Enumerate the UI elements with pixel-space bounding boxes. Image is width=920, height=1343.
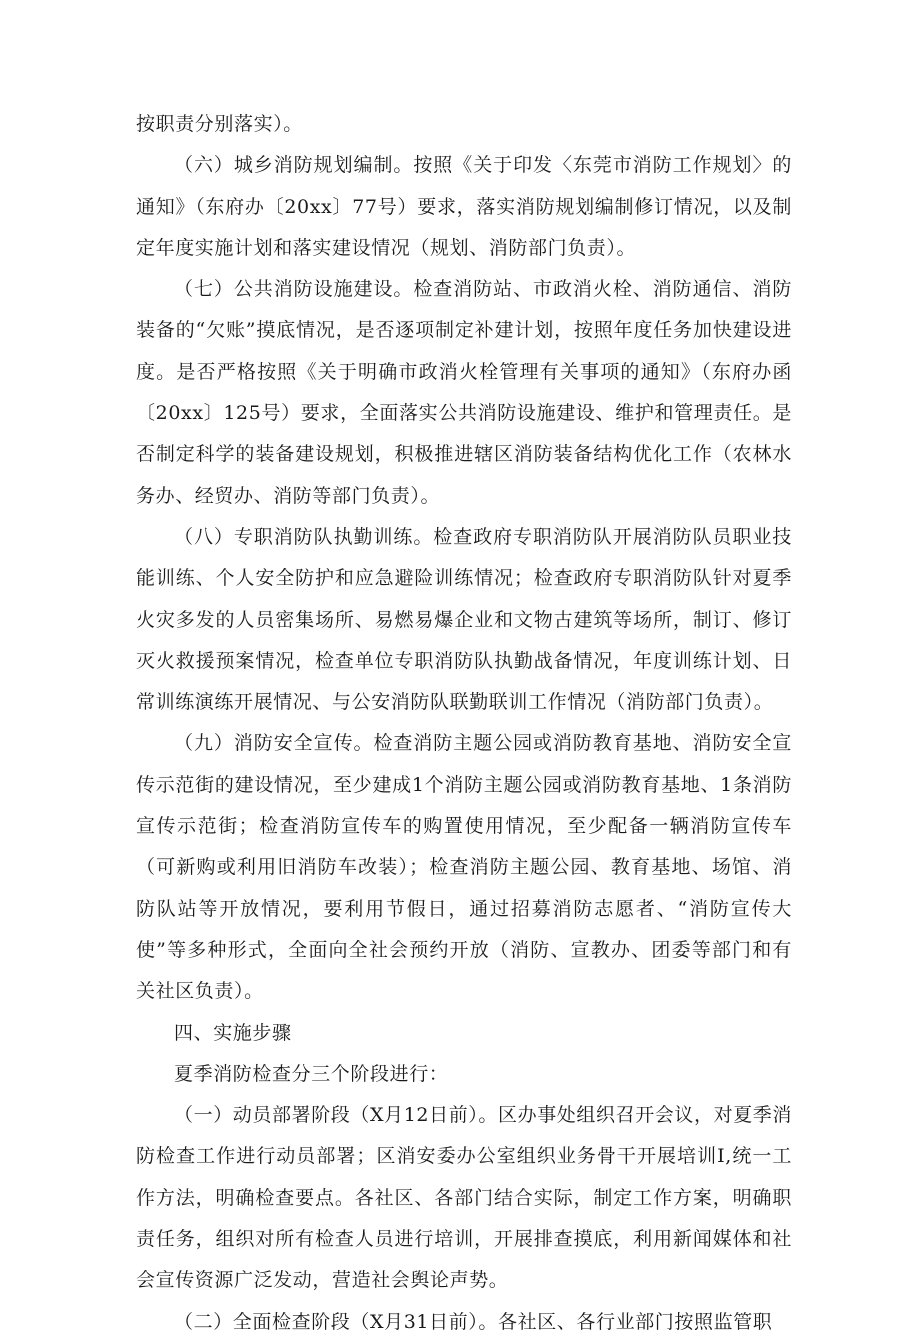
paragraph-public-fire-facilities: （七）公共消防设施建设。检查消防站、市政消火栓、消防通信、消防装备的“欠账”摸底情况，是否逐项制定补建计划，按照年度任务加快建设进度。是否严格按照《关于明确市政消火栓管理有关事项的通知》（东府办函〔20xx〕125号）要求，全面落实公共消防设施建设、维护和管理责任。是否制定科学的装备建设规划，积极推进辖区消防装备结构优化工作（农林水务办、经贸办、消防等部门负责）。 xyxy=(136,278,792,507)
paragraph-continuation: 按职责分别落实）。 xyxy=(136,113,303,135)
paragraph-urban-fire-planning: （六）城乡消防规划编制。按照《关于印发〈东莞市消防工作规划〉的通知》（东府办〔20xx〕77号）要求，落实消防规划编制修订情况，以及制定年度实施计划和落实建设情况（规划、消防部门负责）。 xyxy=(136,154,792,259)
paragraph-stage-mobilization: （一）动员部署阶段（X月12日前）。区办事处组织召开会议，对夏季消防检查工作进行动员部署；区消安委办公室组织业务骨干开展培训I,统一工作方法，明确检查要点。各社区、各部门结合实际，制定工作方案，明确职责任务，组织对所有检查人员进行培训，开展排查摸底，利用新闻媒体和社会宣传资源广泛发动，营造社会舆论声势。 xyxy=(136,1104,793,1292)
paragraph-fire-brigade-training: （八）专职消防队执勤训练。检查政府专职消防队开展消防队员职业技能训练、个人安全防护和应急避险训练情况；检查政府专职消防队针对夏季火灾多发的人员密集场所、易燃易爆企业和文物古建筑等场所，制订、修订灭火救援预案情况，检查单位专职消防队执勤战备情况，年度训练计划、日常训练演练开展情况、与公安消防队联勤联训工作情况（消防部门负责）。 xyxy=(136,525,792,714)
paragraph-stages-intro: 夏季消防检查分三个阶段进行： xyxy=(174,1062,449,1085)
paragraph-fire-safety-publicity: （九）消防安全宣传。检查消防主题公园或消防教育基地、消防安全宣传示范街的建设情况，至少建成1个消防主题公园或消防教育基地、1条消防宣传示范街；检查消防宣传车的购置使用情况，至少配备一辆消防宣传车（可新购或利用旧消防车改装）；检查消防主题公园、教育基地、场馆、消防队站等开放情况，要利用节假日，通过招募消防志愿者、“消防宣传大使”等多种形式，全面向全社会预约开放（消防、宣教办、团委等部门和有关社区负责）。 xyxy=(136,732,792,1003)
section-heading-implementation-steps: 四、实施步骤 xyxy=(174,1021,292,1044)
paragraph-stage-full-inspection: （二）全面检查阶段（X月31日前）。各社区、各行业部门按照监管职 xyxy=(174,1310,773,1333)
